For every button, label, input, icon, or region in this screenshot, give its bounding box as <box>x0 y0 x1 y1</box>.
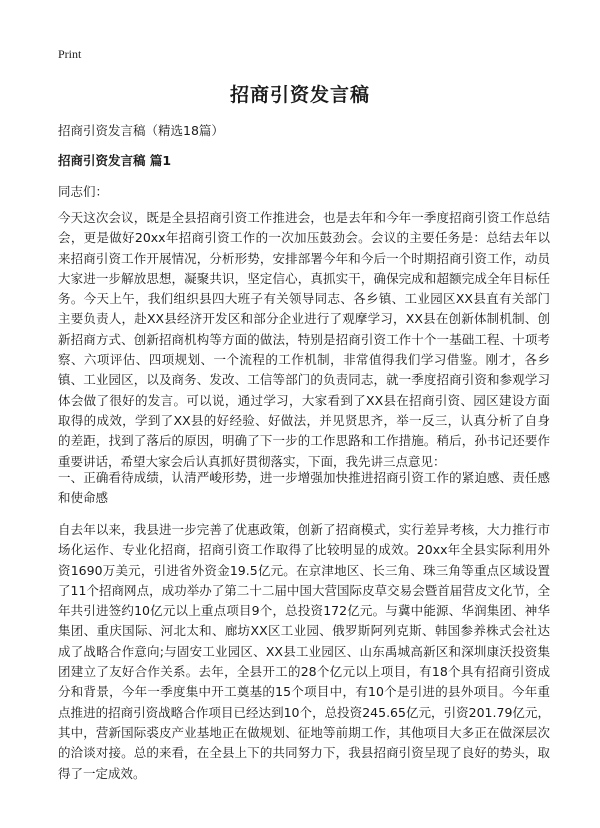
body-paragraph-point-one-heading: 一、正确看待成绩，认清严峻形势，进一步增强加快推进招商引资工作的紧迫感、责任感和使命感 <box>58 470 550 506</box>
print-link[interactable]: Print <box>58 47 82 61</box>
document-subtitle: 招商引资发言稿（精选18篇） <box>58 123 224 138</box>
section-heading: 招商引资发言稿 篇1 <box>58 153 172 168</box>
body-paragraph-intro: 今天这次会议，既是全县招商引资工作推进会，也是去年和今年一季度招商引资工作总结会，更是做好20xx年招商引资工作的一次加压鼓劲会。会议的主要任务是：总结去年以来招商引资工作开展情况，分析形势，安排部署今年和今后一个时期招商引资工作，动员大家进一步解放思想，凝聚共识，坚定信心，真抓实干，确保完成和超额完成全年目标任务。今天上午，我们组织县四大班子有关领导同志、各乡镇、工业园区XX县直有关部门主要负责人，赴XX县经济开发区和部分企业进行了观摩学习，XX县在创新体制机制、创新招商方式、创新招商机构等方面的做法，特别是招商引资工作十个一基础工程、十项考察、六项评估、四项规划、一个流程的工作机制，非常值得我们学习借鉴。刚才，各乡镇、工业园区，以及商务、发改、工信等部门的负责同志，就一季度招商引资和参观学习体会做了很好的发言。可以说，通过学习，大家看到了XX县在招商引资、园区建设方面取得的成效，学到了XX县的好经验、好做法，并见贤思齐，举一反三，认真分析了自身的差距，找到了落后的原因，明确了下一步的工作思路和工作措施。稍后，孙书记还要作重要讲话，希望大家会后认真抓好贯彻落实，下面，我先讲三点意见： <box>58 210 550 469</box>
document-title: 招商引资发言稿 <box>229 84 370 106</box>
body-paragraph-achievements: 自去年以来，我县进一步完善了优惠政策，创新了招商模式，实行差异考核，大力推行市场化运作、专业化招商，招商引资工作取得了比较明显的成效。20xx年全县实际利用外资1690万美元，引进省外资金19.5亿元。在京津地区、长三角、珠三角等重点区域设置了11个招商网点，成功举办了第二十二届中国大营国际皮草交易会暨首届营皮文化节，全年共引进签约10亿元以上重点项目9个，总投资172亿元。与冀中能源、华润集团、神华集团、重庆国际、河北太和、廊坊XX区工业园、俄罗斯阿列克斯、韩国参养株式会社达成了战略合作意向;与固安工业园区、XX县工业园区、山东禹城高新区和深圳康沃投资集团建立了友好合作关系。去年，全县开工的28个亿元以上项目，有18个具有招商引资成分和背景，今年一季度集中开工奠基的15个项目中，有10个是引进的县外项目。今年重点推进的招商引资战略合作项目已经达到10个，总投资245.65亿元，引资201.79亿元，其中，营新国际裘皮产业基地正在做规划、征地等前期工作，其他项目大多正在做深层次的洽谈对接。总的来看，在全县上下的共同努力下，我县招商引资呈现了良好的势头，取得了一定成效。 <box>58 522 550 781</box>
greeting-line: 同志们： <box>58 184 109 199</box>
